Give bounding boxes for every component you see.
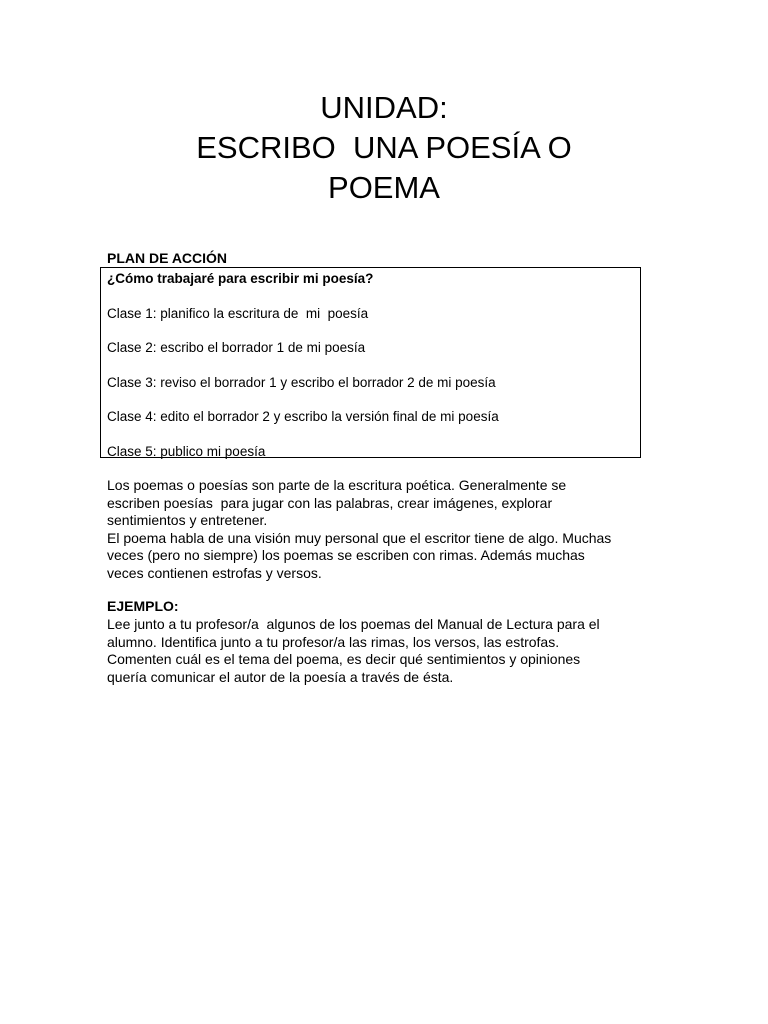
intro-line: Los poemas o poesías son parte de la escritura poética. Generalmente se xyxy=(107,477,567,493)
intro-line: sentimientos y entretener. xyxy=(107,512,268,528)
plan-item: Clase 2: escribo el borrador 1 de mi poesía xyxy=(107,340,366,355)
plan-heading: PLAN DE ACCIÓN xyxy=(107,250,228,266)
intro-line: veces contienen estrofas y versos. xyxy=(107,564,322,581)
intro-line: El poema habla de una visión muy personal que el escritor tiene de algo. Muchas xyxy=(107,529,612,546)
title-line: POEMA xyxy=(328,170,440,205)
example-line: Lee junto a tu profesor/a algunos de los poemas del Manual de Lectura para el xyxy=(107,616,600,632)
intro-line: veces (pero no siempre) los poemas se escriben con rimas. Además muchas xyxy=(107,547,585,563)
plan-item: Clase 3: reviso el borrador 1 y escribo el borrador 2 de mi poesía xyxy=(107,375,496,390)
plan-item: Clase 1: planifico la escritura de mi poesía xyxy=(107,306,369,321)
title-line: ESCRIBO UNA POESÍA O xyxy=(196,130,572,165)
example-line: Comenten cuál es el tema del poema, es decir qué sentimientos y opiniones xyxy=(107,651,581,667)
plan-question: ¿Cómo trabajaré para escribir mi poesía? xyxy=(107,271,374,286)
intro-line: escriben poesías para jugar con las palabras, crear imágenes, explorar xyxy=(107,494,553,511)
example-line: quería comunicar el autor de la poesía a través de ésta. xyxy=(107,668,454,685)
example-heading: EJEMPLO: xyxy=(107,598,179,614)
example-paragraph xyxy=(107,616,667,686)
unit-title xyxy=(0,88,768,208)
title-line: UNIDAD: xyxy=(320,90,448,125)
plan-item: Clase 4: edito el borrador 2 y escribo la versión final de mi poesía xyxy=(107,409,499,424)
intro-paragraph xyxy=(107,477,667,582)
plan-item: Clase 5: publico mi poesía xyxy=(107,444,266,459)
plan-box xyxy=(100,267,641,458)
example-line: alumno. Identifica junto a tu profesor/a las rimas, los versos, las estrofas. xyxy=(107,633,560,650)
